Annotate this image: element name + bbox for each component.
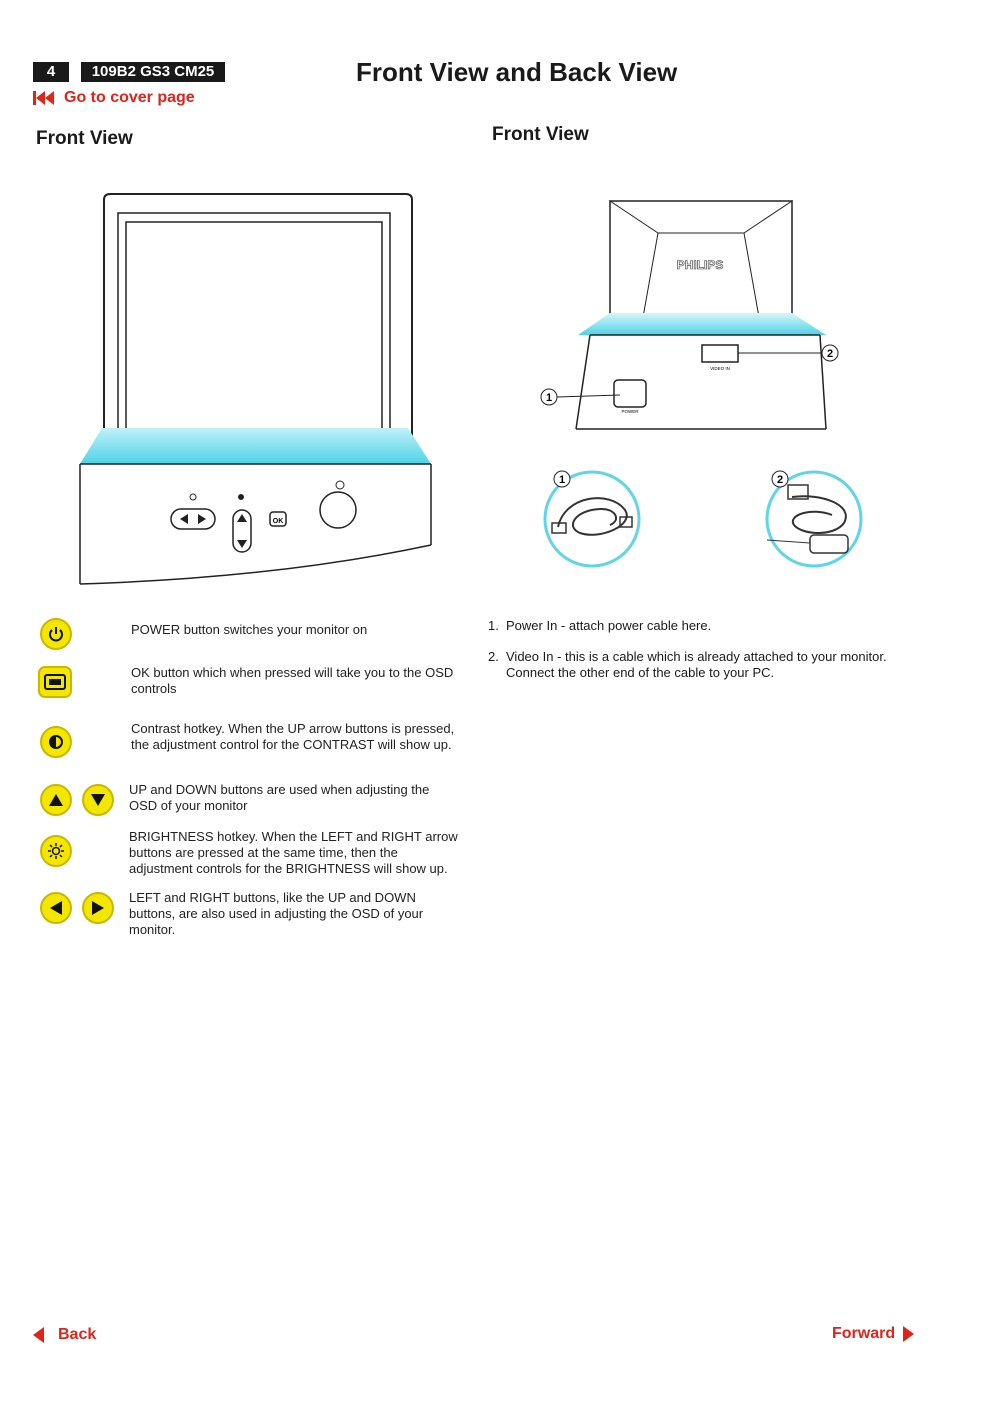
up-arrow-icon <box>40 784 72 816</box>
power-icon <box>40 618 72 650</box>
back-monitor-drawing <box>530 195 860 435</box>
front-monitor-drawing <box>76 188 436 588</box>
left-arrow-icon <box>40 892 72 924</box>
back-link[interactable] <box>33 1326 96 1344</box>
ok-icon <box>38 666 72 698</box>
back-arrow-icon <box>33 1327 44 1343</box>
back-items-list <box>488 618 908 681</box>
callout-1-back: 1 <box>545 392 553 404</box>
forward-arrow-icon <box>903 1326 914 1342</box>
callout-2-back: 2 <box>826 348 834 360</box>
right-arrow-icon <box>82 892 114 924</box>
power-cable-illustration <box>540 465 650 573</box>
forward-label: Forward <box>832 1325 896 1342</box>
skip-back-icon <box>33 90 55 106</box>
list-item-text: Power In - attach power cable here. <box>506 618 712 633</box>
legend-power-text: POWER button switches your monitor on <box>131 622 368 637</box>
ok-button-label: OK <box>272 518 284 525</box>
list-item-text: Video In - this is a cable which is already attached to your monitor. Connect the other end of the cable to your PC. <box>506 649 887 680</box>
legend-contrast-text: Contrast hotkey. When the UP arrow buttons is pressed, the adjustment control for the CONTRAST will show up. <box>131 721 455 752</box>
forward-link[interactable] <box>832 1325 914 1343</box>
page-title: Front View and Back View <box>356 57 678 87</box>
power-symbol <box>336 481 344 489</box>
list-item-number: 2. <box>488 649 499 664</box>
legend-left-right-text: LEFT and RIGHT buttons, like the UP and DOWN buttons, are also used in adjusting the OSD of your monitor. <box>129 890 424 937</box>
callout-1-cable: 1 <box>558 474 566 486</box>
legend-ok-text: OK button which when pressed will take you to the OSD controls <box>131 665 454 696</box>
callout-2-cable: 2 <box>776 474 784 486</box>
legend-brightness-text: BRIGHTNESS hotkey. When the LEFT and RIGHT arrow buttons are pressed at the same time, then the adjustment controls for the BRIGHTNESS will show up. <box>129 829 458 876</box>
contrast-icon <box>40 726 72 758</box>
video-cable-illustration <box>762 465 872 573</box>
list-item <box>488 618 908 634</box>
list-item-number: 1. <box>488 618 499 633</box>
brand-label: PHILIPS <box>676 258 724 272</box>
cover-link[interactable] <box>33 89 195 107</box>
list-item <box>488 649 908 681</box>
left-section-title: Front View <box>36 128 133 149</box>
brightness-icon <box>40 835 72 867</box>
back-label: Back <box>58 1326 97 1343</box>
power-in-label: POWER <box>621 409 639 414</box>
contrast-symbol <box>238 494 244 500</box>
right-section-title: Front View <box>492 124 589 145</box>
brightness-symbol <box>190 494 196 500</box>
page-number: 4 <box>33 62 69 82</box>
video-in-label: VIDEO IN <box>710 366 730 371</box>
legend-up-down-text: UP and DOWN buttons are used when adjusting the OSD of your monitor <box>129 782 430 813</box>
down-arrow-icon <box>82 784 114 816</box>
cover-link-label: Go to cover page <box>64 89 195 106</box>
model-badge: 109B2 GS3 CM25 <box>81 62 225 82</box>
